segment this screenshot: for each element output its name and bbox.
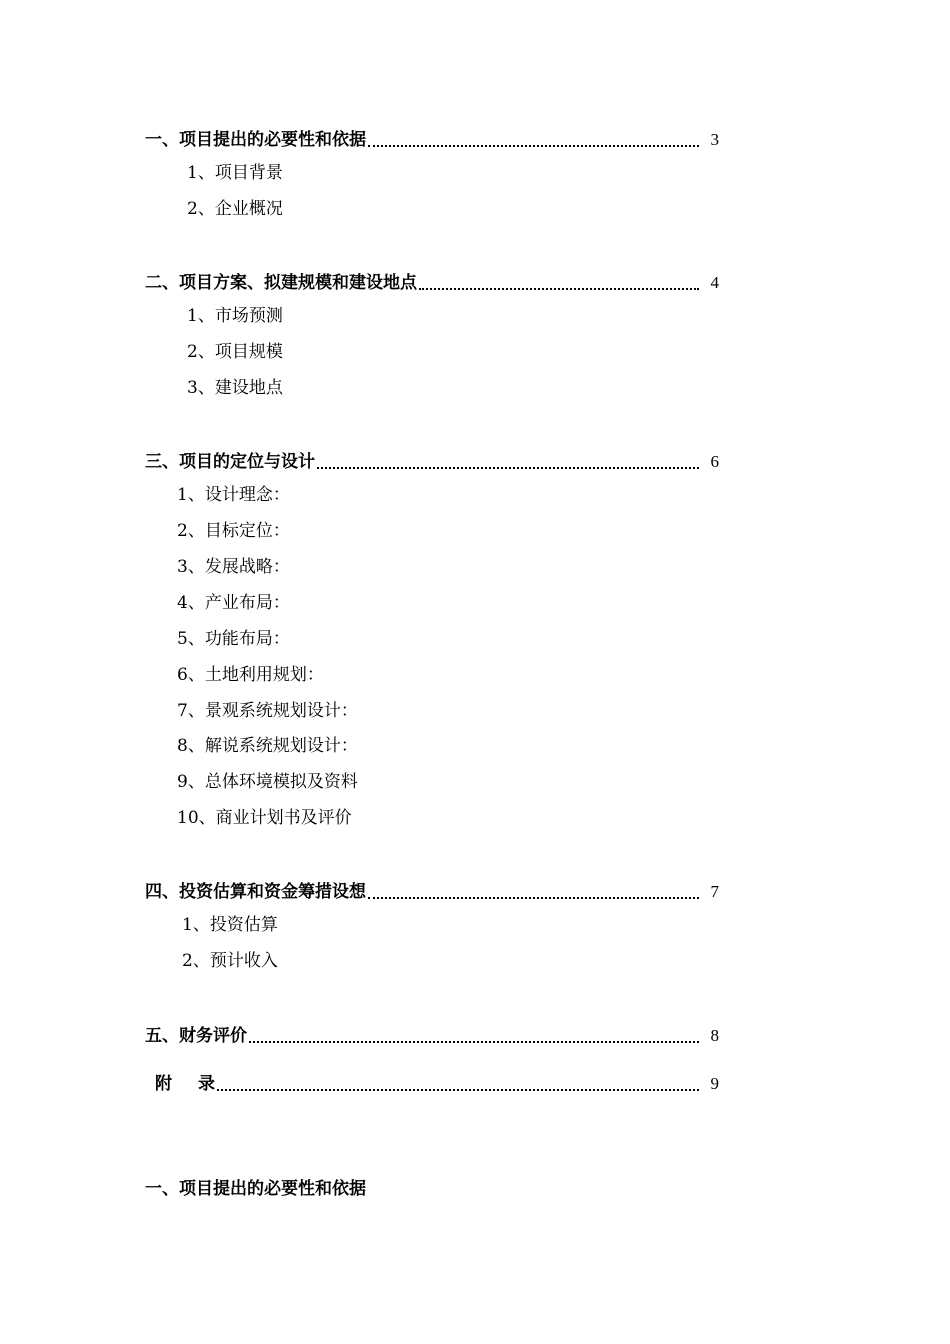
toc-page-number: 6 bbox=[710, 452, 719, 471]
toc-entry-section-2[interactable] bbox=[145, 268, 719, 294]
toc-subitem[interactable]: 2、项目规模 bbox=[187, 342, 283, 362]
toc-subitem[interactable]: 3、建设地点 bbox=[187, 378, 283, 398]
toc-page-number: 7 bbox=[710, 882, 719, 901]
toc-section-title: 二、项目方案、拟建规模和建设地点 bbox=[145, 273, 417, 293]
toc-subitem[interactable]: 4、产业布局： bbox=[177, 593, 290, 613]
toc-subitem[interactable]: 5、功能布局： bbox=[177, 629, 290, 649]
toc-entry-section-4[interactable] bbox=[145, 877, 719, 903]
toc-subitem[interactable]: 1、项目背景 bbox=[187, 163, 283, 183]
toc-subitem[interactable]: 7、景观系统规划设计： bbox=[177, 701, 358, 721]
toc-subitem[interactable]: 1、设计理念： bbox=[177, 485, 290, 505]
toc-dot-leader bbox=[217, 1088, 699, 1091]
toc-subitem[interactable]: 2、企业概况 bbox=[187, 199, 283, 219]
toc-subitem[interactable]: 9、总体环境模拟及资料 bbox=[177, 772, 358, 792]
toc-dot-leader bbox=[317, 466, 699, 469]
toc-section-title: 三、项目的定位与设计 bbox=[145, 452, 315, 472]
toc-subitem[interactable]: 1、市场预测 bbox=[187, 306, 283, 326]
toc-subitem[interactable]: 3、发展战略： bbox=[177, 557, 290, 577]
toc-subitem[interactable]: 6、土地利用规划： bbox=[177, 665, 324, 685]
toc-page-number: 4 bbox=[710, 273, 719, 292]
toc-dot-leader bbox=[368, 144, 699, 147]
toc-section-title: 四、投资估算和资金筹措设想 bbox=[145, 882, 366, 902]
toc-subitem[interactable]: 2、预计收入 bbox=[182, 951, 278, 971]
toc-section-title: 五、财务评价 bbox=[145, 1026, 247, 1046]
toc-subitem[interactable]: 2、目标定位： bbox=[177, 521, 290, 541]
toc-dot-leader bbox=[249, 1040, 699, 1043]
toc-page-number: 8 bbox=[710, 1026, 719, 1045]
toc-dot-leader bbox=[368, 896, 699, 899]
toc-appendix-title-part2: 录 bbox=[198, 1074, 215, 1094]
toc-subitem[interactable]: 10、商业计划书及评价 bbox=[177, 808, 352, 828]
toc-page-number: 9 bbox=[710, 1074, 719, 1093]
toc-subitem[interactable]: 1、投资估算 bbox=[182, 915, 278, 935]
toc-page-number: 3 bbox=[710, 130, 719, 149]
section-heading: 一、项目提出的必要性和依据 bbox=[145, 1179, 366, 1199]
toc-appendix-title-part1: 附 bbox=[155, 1074, 172, 1094]
toc-dot-leader bbox=[419, 287, 699, 290]
toc-entry-section-1[interactable] bbox=[145, 125, 719, 151]
toc-subitem[interactable]: 8、解说系统规划设计： bbox=[177, 736, 358, 756]
toc-entry-section-5[interactable] bbox=[145, 1021, 719, 1047]
toc-entry-section-3[interactable] bbox=[145, 447, 719, 473]
toc-entry-appendix[interactable] bbox=[145, 1069, 719, 1095]
toc-section-title: 一、项目提出的必要性和依据 bbox=[145, 130, 366, 150]
